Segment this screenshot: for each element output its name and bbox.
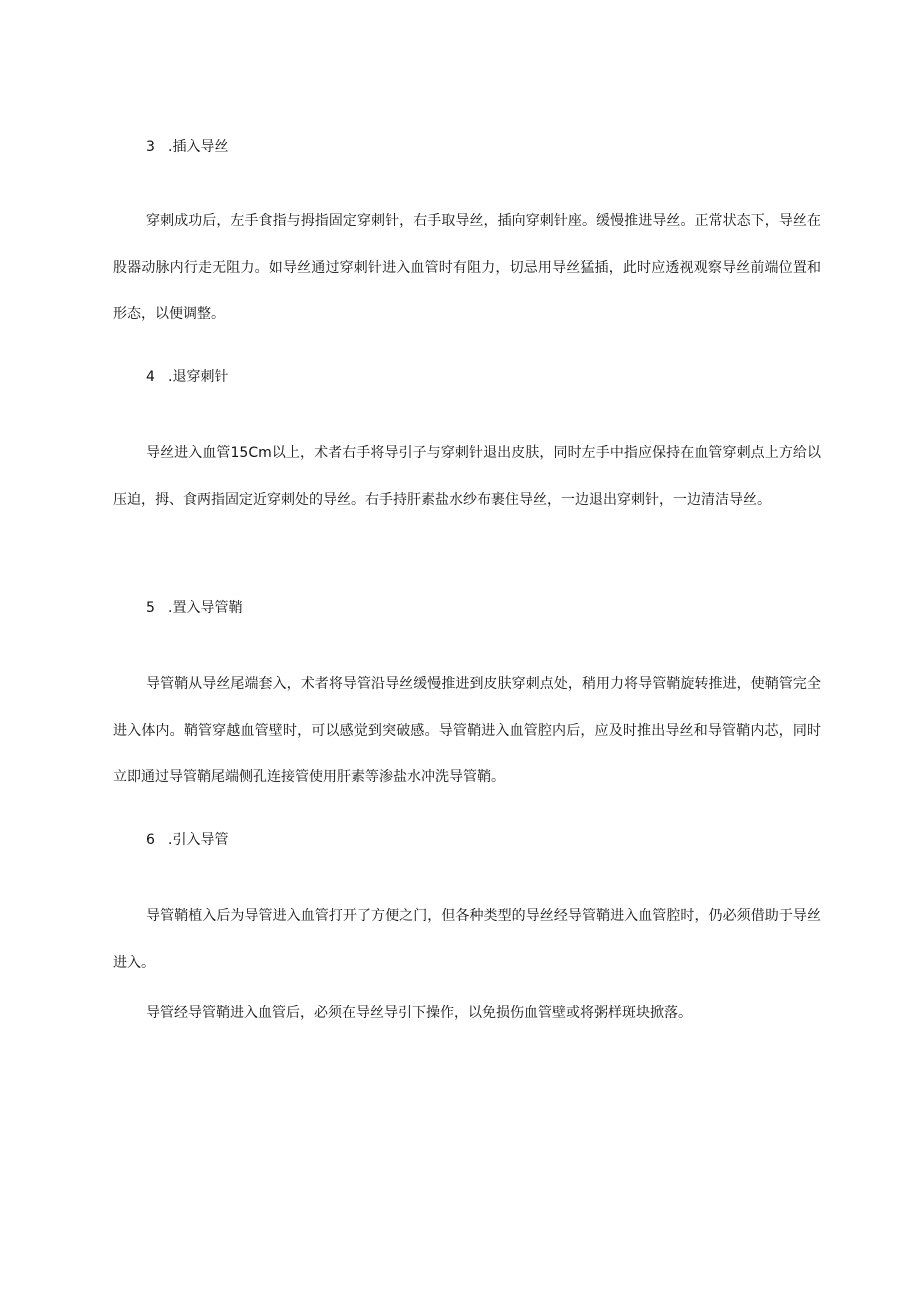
section-title: .置入导管鞘 [168, 600, 243, 616]
section-number: 6 [146, 832, 155, 848]
section-number: 4 [146, 369, 155, 385]
section-5-paragraph: 导管鞘从导丝尾端套入，术者将导管沿导丝缓慢推进到皮肤穿刺点处，稍用力将导管鞘旋转推进，使鞘管完全进入体内。鞘管穿越血管壁时，可以感觉到突破感。导管鞘进入血管腔内后，应及时推出导丝和导管鞘内芯，同时立即通过导管鞘尾端侧孔连接管使用肝素等渗盐水冲洗导管鞘。 [113, 676, 821, 785]
section-heading-6 [146, 830, 228, 850]
section-number: 5 [146, 600, 155, 616]
section-title: .引入导管 [168, 832, 229, 848]
section-title: .插入导丝 [168, 139, 229, 155]
section-heading-5 [146, 598, 242, 618]
section-heading-3 [146, 137, 228, 157]
section-6-paragraph-1: 导管鞘植入后为导管进入血管打开了方便之门，但各种类型的导丝经导管鞘进入血管腔时，仍必须借助于导丝进入。 [113, 908, 821, 971]
section-title: .退穿刺针 [168, 369, 229, 385]
section-number: 3 [146, 139, 155, 155]
section-4-paragraph: 导丝进入血管15Cm以上，术者右手将导引子与穿刺针退出皮肤，同时左手中指应保持在血管穿刺点上方给以压迫，拇、食两指固定近穿刺处的导丝。右手持肝素盐水纱布裹住导丝，一边退出穿刺针，一边清洁导丝。 [113, 445, 821, 508]
section-3-paragraph: 穿刺成功后，左手食指与拇指固定穿刺针，右手取导丝，插向穿刺针座。缓慢推进导丝。正常状态下，导丝在股器动脉内行走无阻力。如导丝通过穿刺针进入血管时有阻力，切忌用导丝猛插，此时应透视观察导丝前端位置和形态，以便调整。 [113, 213, 821, 322]
section-heading-4 [146, 367, 228, 387]
section-6-paragraph-2: 导管经导管鞘进入血管后，必须在导丝导引下操作，以免损伤血管壁或将粥样斑块掀落。 [146, 1005, 692, 1021]
